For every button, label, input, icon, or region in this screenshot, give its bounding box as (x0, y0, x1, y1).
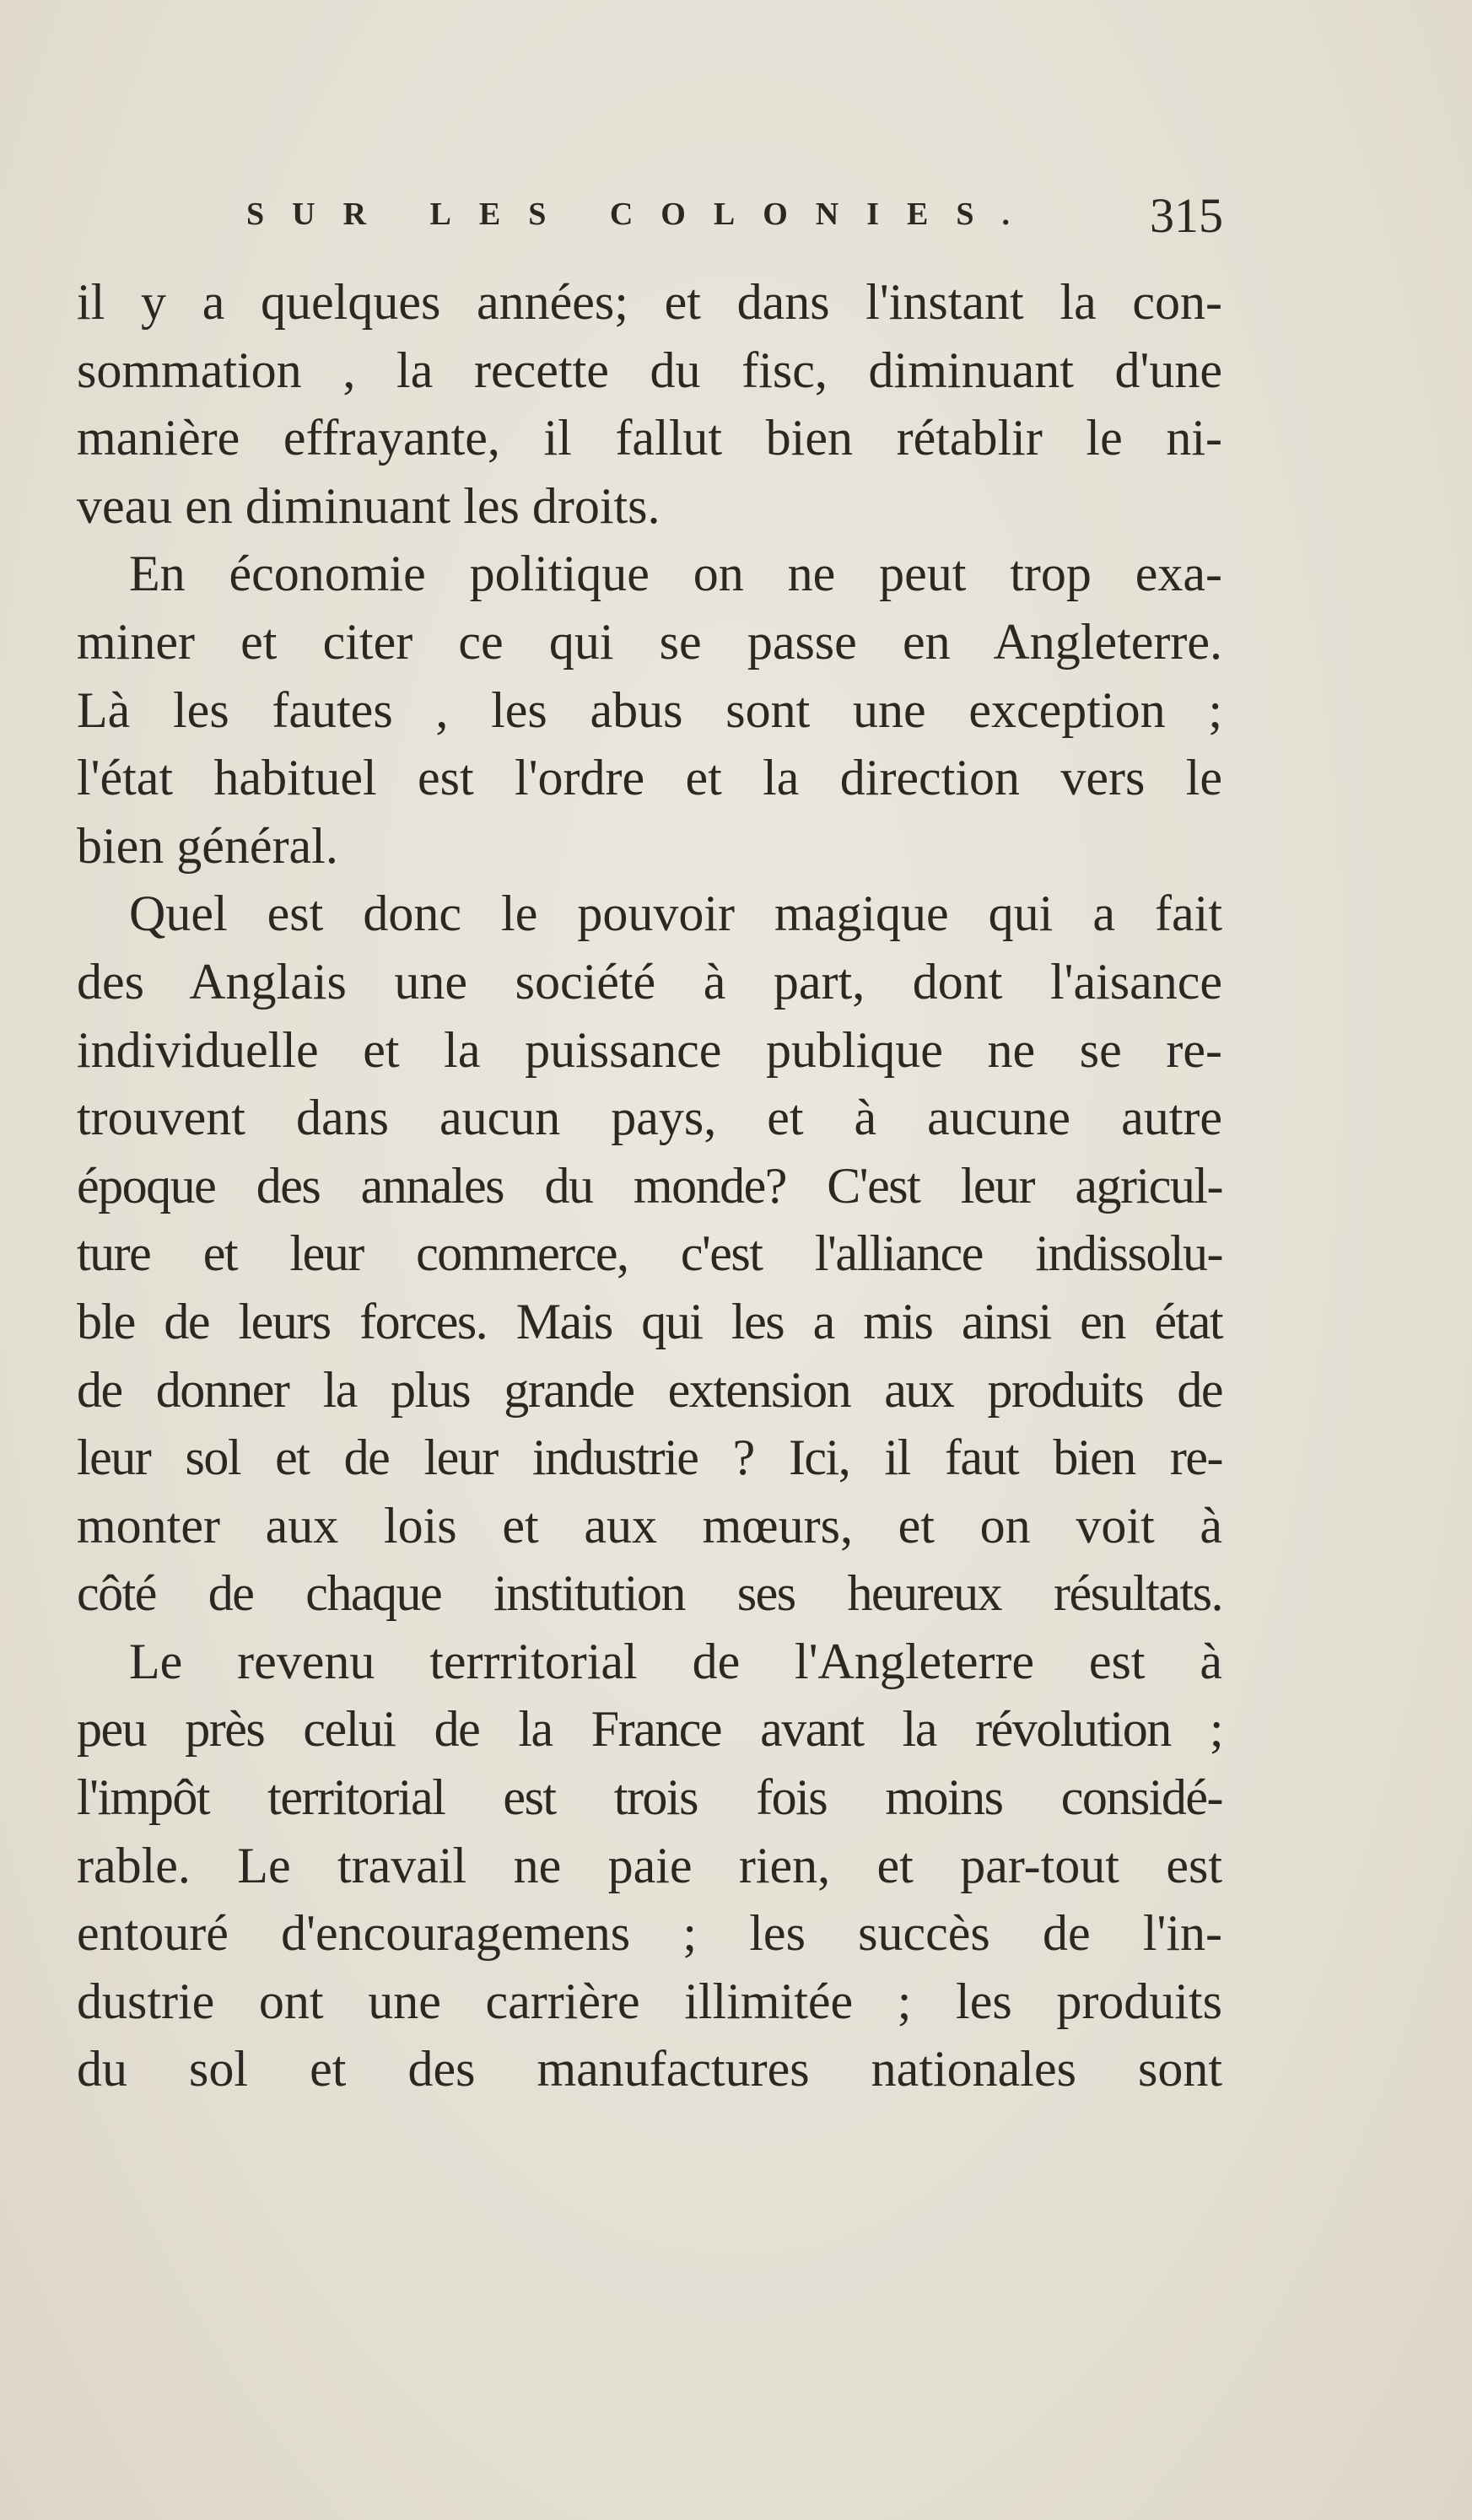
text-line: peu près celui de la France avant la révolution ; (77, 1701, 1222, 1758)
text-line: miner et citer ce qui se passe en Angleterre. (77, 613, 1222, 670)
text-line: époque des annales du monde? C'est leur agricul- (77, 1157, 1222, 1214)
text-line: entouré d'encouragemens ; les succès de l'in- (77, 1905, 1222, 1962)
text-line: manière effrayante, il fallut bien rétablir le ni- (77, 410, 1222, 466)
text-line: trouvent dans aucun pays, et à aucune autre (77, 1090, 1222, 1146)
text-line: l'état habituel est l'ordre et la direction vers le (77, 750, 1222, 806)
paragraph-start-line: En économie politique on ne peut trop exa- (129, 546, 1222, 602)
text-line: rable. Le travail ne paie rien, et par-tout est (77, 1837, 1222, 1893)
body-text (77, 268, 1222, 2103)
text-line: individuelle et la puissance publique ne se re- (77, 1021, 1222, 1078)
page-header (246, 187, 1223, 246)
page-number: 315 (1150, 188, 1223, 243)
running-title: SUR LES COLONIES. (246, 197, 1038, 232)
text-line: ble de leurs forces. Mais qui les a mis ainsi en état (77, 1293, 1222, 1349)
text-line: Là les fautes , les abus sont une exception ; (77, 681, 1222, 738)
text-line: des Anglais une société à part, dont l'aisance (77, 953, 1222, 1010)
text-line: l'impôt territorial est trois fois moins considé- (77, 1769, 1222, 1826)
paragraph-start-line: Le revenu terrritorial de l'Angleterre est à (129, 1633, 1222, 1689)
text-line: ture et leur commerce, c'est l'alliance indissolu- (77, 1225, 1222, 1282)
paragraph-start-line: Quel est donc le pouvoir magique qui a fait (129, 886, 1222, 942)
text-line: bien général. (77, 817, 338, 874)
text-line: sommation , la recette du fisc, diminuant d'une (77, 342, 1222, 398)
text-line: veau en diminuant les droits. (77, 477, 661, 534)
text-line: il y a quelques années; et dans l'instant la con- (77, 274, 1222, 330)
text-line: côté de chaque institution ses heureux résultats. (77, 1565, 1222, 1622)
text-line: dustrie ont une carrière illimitée ; les produits (77, 1973, 1222, 2029)
text-line: du sol et des manufactures nationales sont (77, 2041, 1222, 2097)
text-line: monter aux lois et aux mœurs, et on voit à (77, 1497, 1222, 1553)
text-line: de donner la plus grande extension aux produits de (77, 1361, 1222, 1418)
text-line: leur sol et de leur industrie ? Ici, il faut bien re- (77, 1430, 1222, 1486)
